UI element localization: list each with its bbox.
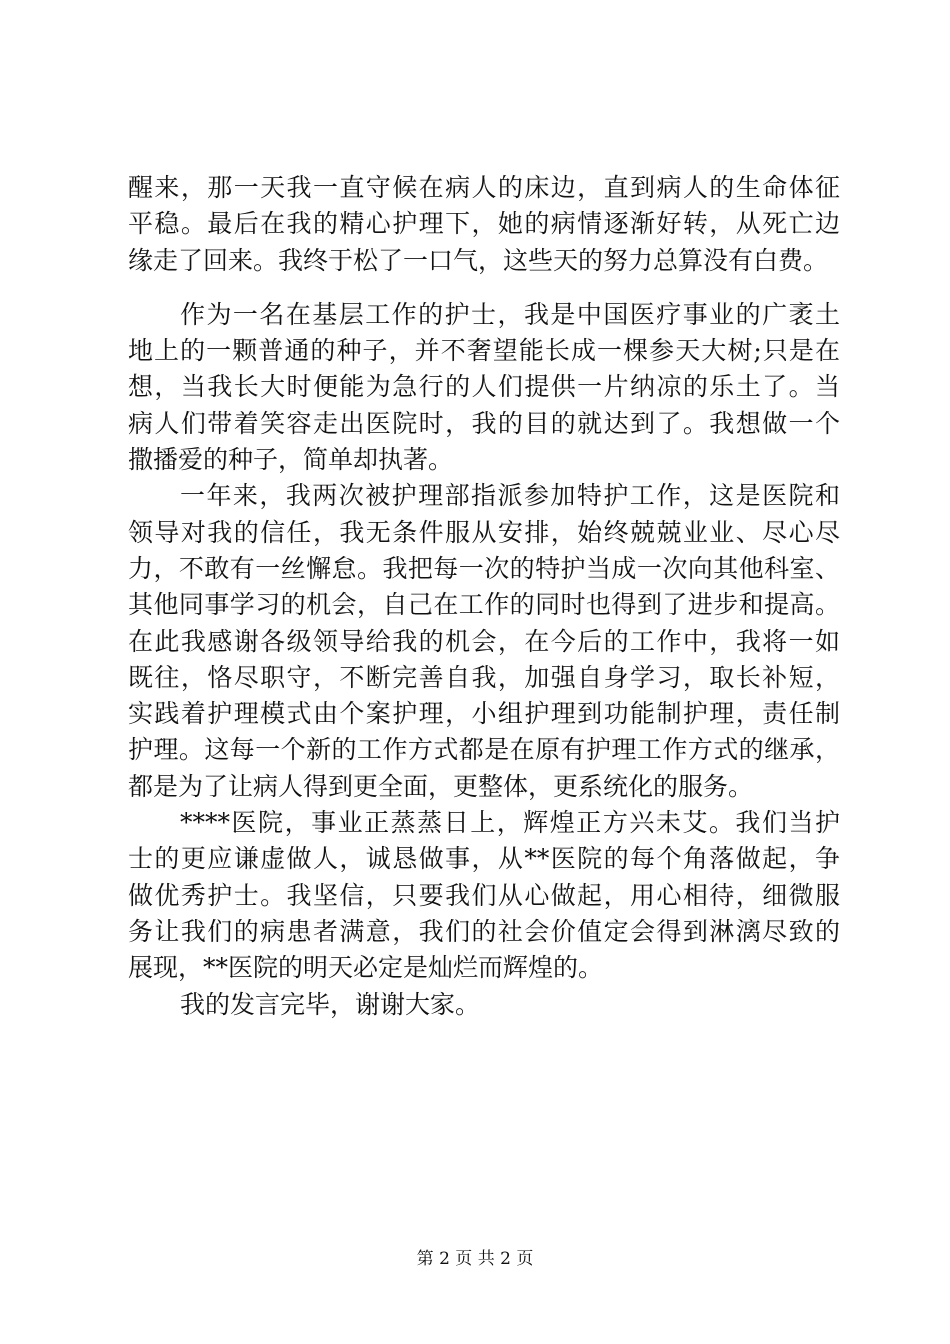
text-line: 既往，恪尽职守，不断完善自我，加强自身学习，取长补短， xyxy=(128,662,840,692)
page-number-label: 第 2 页 共 2 页 xyxy=(416,1249,534,1269)
text-line: 做优秀护士。我坚信，只要我们从心做起，用心相待，细微服 xyxy=(128,880,840,910)
document-body xyxy=(128,170,840,1023)
paragraph-gap xyxy=(128,279,840,297)
text-line: 务让我们的病患者满意，我们的社会价值定会得到淋漓尽致的 xyxy=(128,916,840,946)
paragraph-4 xyxy=(128,805,840,986)
text-line: 都是为了让病人得到更全面，更整体，更系统化的服务。 xyxy=(128,771,754,801)
text-line: 力，不敢有一丝懈怠。我把每一次的特护当成一次向其他科室、 xyxy=(128,553,840,583)
text-line: 作为一名在基层工作的护士，我是中国医疗事业的广袤土 xyxy=(180,299,840,329)
text-line: 护理。这每一个新的工作方式都是在原有护理工作方式的继承， xyxy=(128,735,840,765)
paragraph-5 xyxy=(128,987,840,1023)
text-line: 地上的一颗普通的种子，并不奢望能长成一棵参天大树;只是在 xyxy=(128,336,840,366)
text-line: 领导对我的信任，我无条件服从安排，始终兢兢业业、尽心尽 xyxy=(128,517,840,547)
paragraph-1 xyxy=(128,170,840,279)
text-line: 在此我感谢各级领导给我的机会，在今后的工作中，我将一如 xyxy=(128,626,840,656)
text-line: 撒播爱的种子，简单却执著。 xyxy=(128,445,454,475)
text-line: 醒来，那一天我一直守候在病人的床边，直到病人的生命体征 xyxy=(128,173,840,202)
text-line: 病人们带着笑容走出医院时，我的目的就达到了。我想做一个 xyxy=(128,408,840,438)
text-line: 展现，**医院的明天必定是灿烂而辉煌的。 xyxy=(128,953,604,983)
paragraph-3 xyxy=(128,478,840,805)
page-footer xyxy=(0,1244,950,1269)
paragraph-2 xyxy=(128,297,840,478)
text-line: 缘走了回来。我终于松了一口气，这些天的努力总算没有白费。 xyxy=(128,245,829,275)
text-line: 我的发言完毕，谢谢大家。 xyxy=(180,989,481,1019)
text-line: 其他同事学习的机会，自己在工作的同时也得到了进步和提高。 xyxy=(128,590,840,620)
text-line: ****医院，事业正蒸蒸日上，辉煌正方兴未艾。我们当护 xyxy=(180,808,840,838)
text-line: 平稳。最后在我的精心护理下，她的病情逐渐好转，从死亡边 xyxy=(128,209,840,239)
text-line: 想，当我长大时便能为急行的人们提供一片纳凉的乐土了。当 xyxy=(128,372,840,402)
text-line: 实践着护理模式由个案护理，小组护理到功能制护理，责任制 xyxy=(128,699,840,729)
text-line: 士的更应谦虚做人，诚恳做事，从**医院的每个角落做起，争 xyxy=(128,844,840,874)
text-line: 一年来，我两次被护理部指派参加特护工作，这是医院和 xyxy=(180,481,840,511)
